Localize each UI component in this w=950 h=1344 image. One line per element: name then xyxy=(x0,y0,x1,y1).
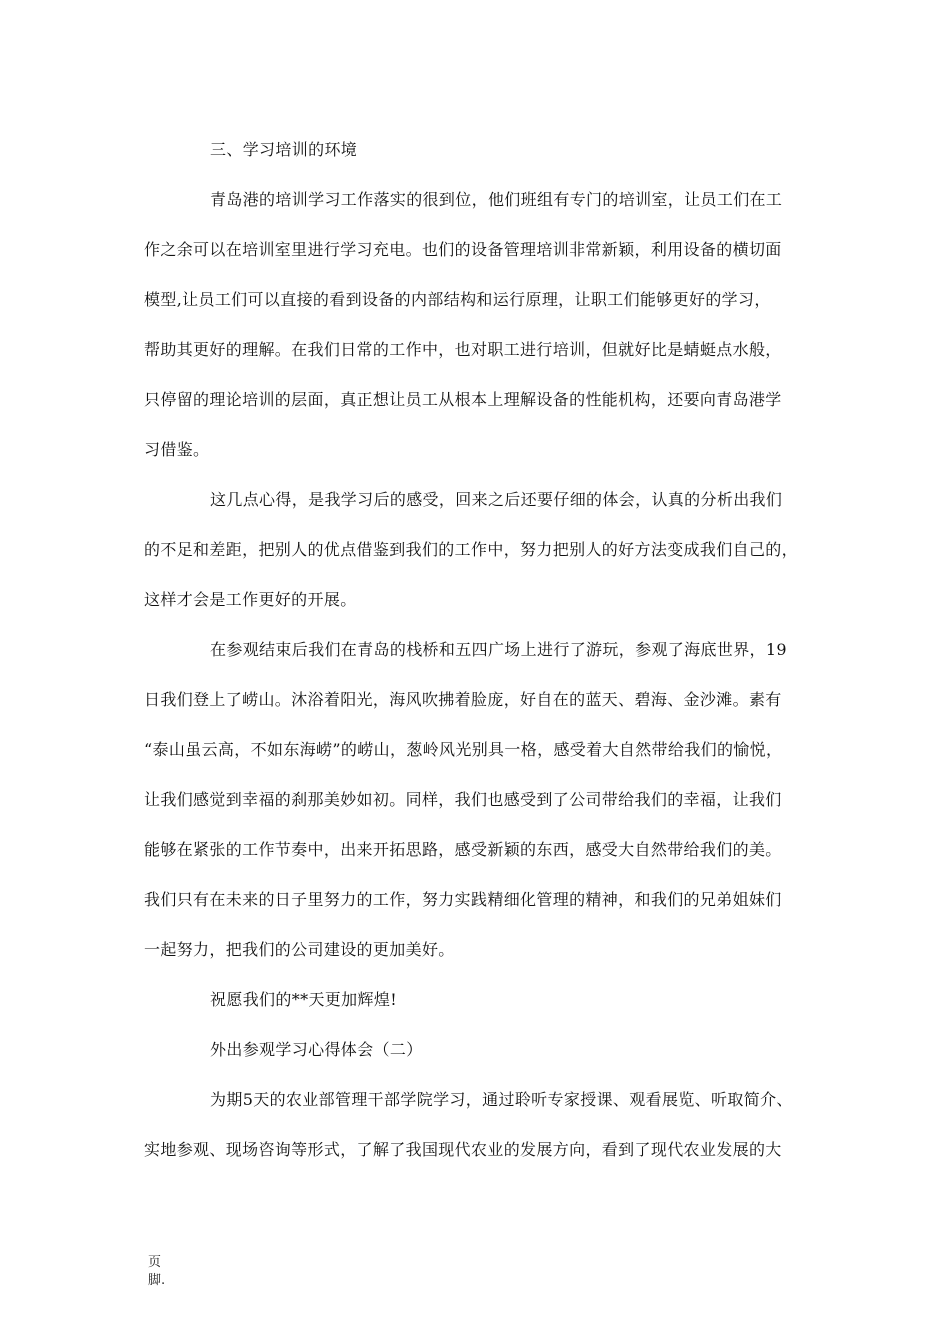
paragraph-line: 这样才会是工作更好的开展。 xyxy=(144,590,357,609)
footer-line: 页 xyxy=(148,1255,162,1270)
paragraph-line: 日我们登上了崂山。沐浴着阳光，海风吹拂着脸庞，好自在的蓝天、碧海、金沙滩。素有 xyxy=(144,690,782,709)
paragraph-line: 只停留的理论培训的层面，真正想让员工从根本上理解设备的性能机构，还要向青岛港学 xyxy=(144,390,782,409)
paragraph-line: 模型,让员工们可以直接的看到设备的内部结构和运行原理，让职工们能够更好的学习， xyxy=(144,290,771,309)
paragraph-line: 我们只有在未来的日子里努力的工作，努力实践精细化管理的精神，和我们的兄弟姐妹们 xyxy=(144,890,782,909)
paragraph-line: 青岛港的培训学习工作落实的很到位，他们班组有专门的培训室，让员工们在工 xyxy=(210,190,783,209)
paragraph-line: 帮助其更好的理解。在我们日常的工作中，也对职工进行培训，但就好比是蜻蜓点水般， xyxy=(144,340,782,359)
paragraph-line: 为期5天的农业部管理干部学院学习，通过聆听专家授课、观看展览、听取简介、 xyxy=(210,1090,793,1109)
paragraph-line: “泰山虽云高，不如东海崂”的崂山，葱岭风光别具一格，感受着大自然带给我们的愉悦， xyxy=(144,740,783,759)
paragraph-line: 作之余可以在培训室里进行学习充电。也们的设备管理培训非常新颖，利用设备的横切面 xyxy=(144,240,782,259)
wish-line: 祝愿我们的**天更加辉煌! xyxy=(210,990,397,1009)
paragraph-line: 在参观结束后我们在青岛的栈桥和五四广场上进行了游玩，参观了海底世界，19 xyxy=(210,640,787,659)
paragraph-line: 习借鉴。 xyxy=(144,440,210,459)
paragraph-line: 一起努力，把我们的公司建设的更加美好。 xyxy=(144,940,455,959)
paragraph-line: 的不足和差距，把别人的优点借鉴到我们的工作中，努力把别人的好方法变成我们自己的， xyxy=(144,540,799,559)
paragraph-line: 让我们感觉到幸福的刹那美妙如初。同样，我们也感受到了公司带给我们的幸福，让我们 xyxy=(144,790,782,809)
section-title: 外出参观学习心得体会（二） xyxy=(210,1040,423,1059)
paragraph-line: 实地参观、现场咨询等形式，了解了我国现代农业的发展方向，看到了现代农业发展的大 xyxy=(144,1140,782,1159)
paragraph-line: 能够在紧张的工作节奏中，出来开拓思路，感受新颖的东西，感受大自然带给我们的美。 xyxy=(144,840,782,859)
paragraph-line: 这几点心得，是我学习后的感受，回来之后还要仔细的体会，认真的分析出我们 xyxy=(210,490,783,509)
page-footer xyxy=(148,1254,165,1290)
section-heading: 三、学习培训的环境 xyxy=(210,140,358,159)
footer-line: 脚. xyxy=(148,1273,166,1288)
